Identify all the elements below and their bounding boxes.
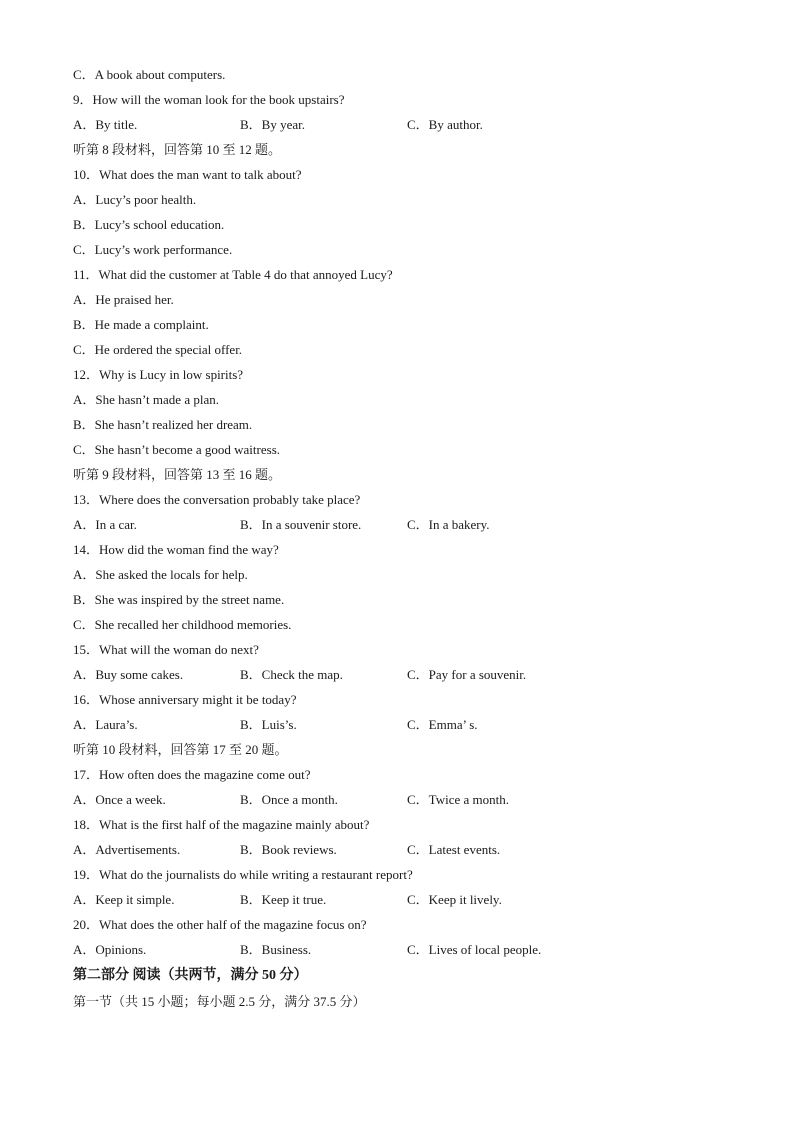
text-line: B．She was inspired by the street name. <box>73 592 285 607</box>
option-a: A．Buy some cakes. <box>73 667 184 682</box>
options-row <box>73 112 733 137</box>
text-line: B．He made a complaint. <box>73 317 209 332</box>
option-c: C．Emma’ s. <box>407 717 478 732</box>
text-line: C．She recalled her childhood memories. <box>73 617 292 632</box>
option-b: B．Check the map. <box>240 667 343 682</box>
text-line: 14．How did the woman find the way? <box>73 542 279 557</box>
option-b: B．Once a month. <box>240 792 338 807</box>
option-b: B．In a souvenir store. <box>240 517 362 532</box>
document-page <box>73 62 733 1014</box>
option-a: A．Keep it simple. <box>73 892 175 907</box>
option-a: A．Opinions. <box>73 942 147 957</box>
text-line: 听第 8 段材料，回答第 10 至 12 题。 <box>73 142 282 157</box>
option-c: C．Keep it lively. <box>407 892 502 907</box>
option-a: A．Laura’s. <box>73 717 138 732</box>
text-line: B．Lucy’s school education. <box>73 217 225 232</box>
section-heading: 第二部分 阅读（共两节，满分 50 分） <box>73 968 308 983</box>
option-a: A．Advertisements. <box>73 842 181 857</box>
text-line: 17．How often does the magazine come out? <box>73 767 311 782</box>
option-c: C．Twice a month. <box>407 792 509 807</box>
option-b: B．Keep it true. <box>240 892 327 907</box>
options-row <box>73 887 733 912</box>
text-line: 13．Where does the conversation probably take place? <box>73 492 361 507</box>
text-line: C．She hasn’t become a good waitress. <box>73 442 280 457</box>
options-row <box>73 837 733 862</box>
text-line: 16．Whose anniversary might it be today? <box>73 692 297 707</box>
text-line: 10．What does the man want to talk about? <box>73 167 302 182</box>
option-a: A．By title. <box>73 117 138 132</box>
text-line: 12．Why is Lucy in low spirits? <box>73 367 244 382</box>
option-c: C．Latest events. <box>407 842 501 857</box>
text-line: A．He praised her. <box>73 292 174 307</box>
options-row <box>73 787 733 812</box>
text-line: 听第 9 段材料，回答第 13 至 16 题。 <box>73 467 282 482</box>
option-b: B．By year. <box>240 117 305 132</box>
options-row <box>73 937 733 962</box>
options-row <box>73 712 733 737</box>
text-line: C．Lucy’s work performance. <box>73 242 233 257</box>
text-line: 18．What is the first half of the magazine mainly about? <box>73 817 370 832</box>
option-b: B．Business. <box>240 942 312 957</box>
options-row <box>73 662 733 687</box>
text-line: 11．What did the customer at Table 4 do that annoyed Lucy? <box>73 267 393 282</box>
option-c: C．In a bakery. <box>407 517 490 532</box>
option-c: C．Lives of local people. <box>407 942 542 957</box>
text-line: A．Lucy’s poor health. <box>73 192 197 207</box>
option-a: A．In a car. <box>73 517 137 532</box>
option-b: B．Book reviews. <box>240 842 337 857</box>
option-c: C．Pay for a souvenir. <box>407 667 527 682</box>
option-a: A．Once a week. <box>73 792 166 807</box>
text-line: A．She asked the locals for help. <box>73 567 248 582</box>
option-b: B．Luis’s. <box>240 717 297 732</box>
section-subheading: 第一节（共 15 小题；每小题 2.5 分，满分 37.5 分） <box>73 994 366 1009</box>
option-c: C．By author. <box>407 117 483 132</box>
text-line: C．A book about computers. <box>73 67 226 82</box>
text-line: 听第 10 段材料，回答第 17 至 20 题。 <box>73 742 288 757</box>
text-line: 19．What do the journalists do while writing a restaurant report? <box>73 867 413 882</box>
options-row <box>73 512 733 537</box>
text-line: B．She hasn’t realized her dream. <box>73 417 253 432</box>
text-line: 20．What does the other half of the magazine focus on? <box>73 917 367 932</box>
text-line: 9．How will the woman look for the book upstairs? <box>73 92 345 107</box>
text-line: C．He ordered the special offer. <box>73 342 243 357</box>
text-line: A．She hasn’t made a plan. <box>73 392 219 407</box>
text-line: 15．What will the woman do next? <box>73 642 259 657</box>
